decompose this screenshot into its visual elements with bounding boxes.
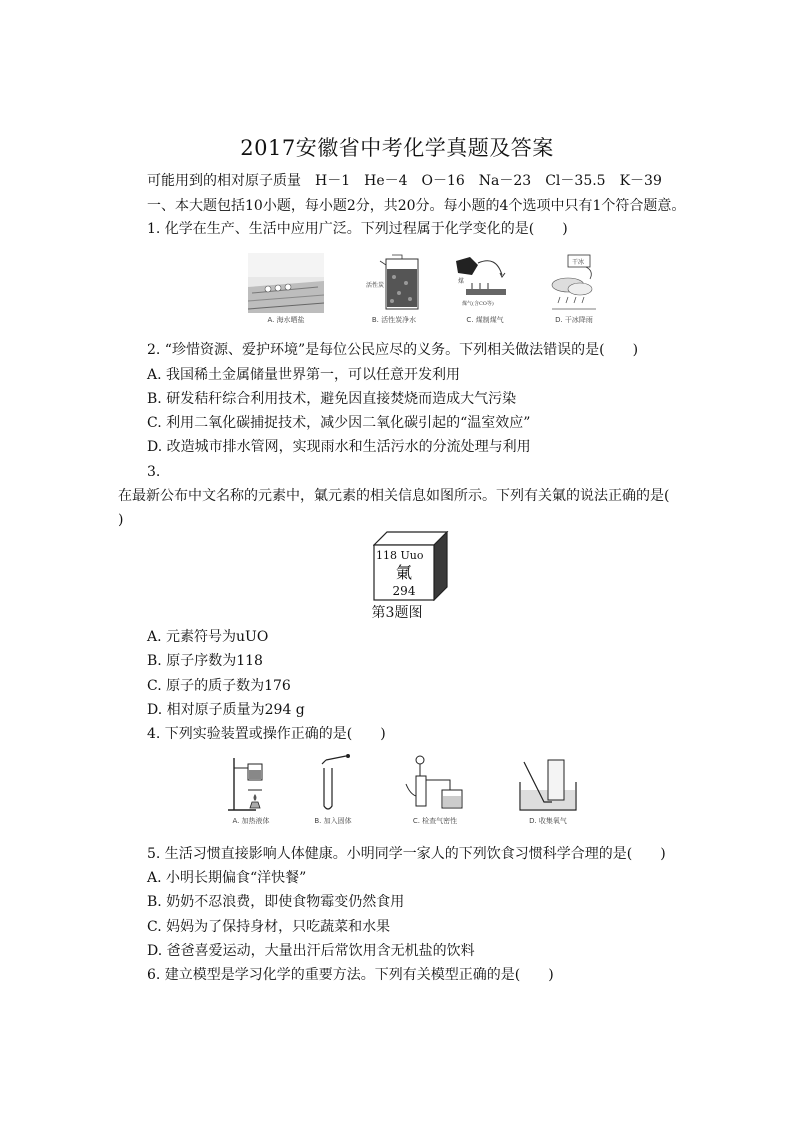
figure-4d <box>518 754 578 826</box>
element-name: 氭 <box>395 563 413 582</box>
figure-1c <box>452 253 518 325</box>
figure-1d-caption: D. 干冰降雨 <box>555 316 593 324</box>
question-5-stem: 5. 生活习惯直接影响人体健康。小明同学一家人的下列饮食习惯科学合理的是( ) <box>147 846 666 862</box>
question-3-option-b: B. 原子序数为118 <box>147 653 263 669</box>
figure-1a-caption: A. 海水晒盐 <box>267 316 305 324</box>
figure-1a <box>248 253 324 325</box>
figure-1b-caption: B. 活性炭净水 <box>371 316 417 324</box>
question-6-stem: 6. 建立模型是学习化学的重要方法。下列有关模型正确的是( ) <box>147 967 554 983</box>
question-3-number: 3. <box>147 464 161 480</box>
figure-1d <box>546 253 602 325</box>
gas-label: 煤气(含CO等) <box>462 301 494 307</box>
element-cube <box>373 531 449 601</box>
figure-4c <box>400 754 470 826</box>
question-2-stem: 2. “珍惜资源、爱护环境”是每位公民应尽的义务。下列相关做法错误的是( ) <box>147 342 639 358</box>
filter-label: 活性炭 <box>366 282 385 289</box>
dry-ice-rain-image <box>546 253 602 313</box>
figure-1b <box>364 253 424 325</box>
question-4-figures <box>226 754 606 826</box>
question-3-figure-caption: 第3题图 <box>371 605 423 621</box>
question-4-stem: 4. 下列实验装置或操作正确的是( ) <box>147 726 386 742</box>
question-3-option-c: C. 原子的质子数为176 <box>147 678 291 694</box>
question-3-stem-line1: 在最新公布中文名称的元素中，氭元素的相关信息如图所示。下列有关氭的说法正确的是( <box>118 488 670 504</box>
figure-4a-caption: A. 加热液体 <box>232 817 270 825</box>
question-2-option-b: B. 研发秸秆综合利用技术，避免因直接焚烧而造成大气污染 <box>147 391 517 407</box>
collect-oxygen-image <box>518 754 578 814</box>
question-1-stem: 1. 化学在生产、生活中应用广泛。下列过程属于化学变化的是( ) <box>147 221 568 237</box>
coal-gas-image <box>452 253 518 313</box>
dry-ice-label: 干冰 <box>572 259 585 266</box>
salt-pan-image <box>248 253 324 313</box>
question-3-option-d: D. 相对原子质量为294 g <box>147 702 305 718</box>
question-2-option-d: D. 改造城市排水管网，实现雨水和生活污水的分流处理与利用 <box>147 439 531 455</box>
figure-4c-caption: C. 检查气密性 <box>412 817 458 825</box>
question-3-option-a: A. 元素符号为uUO <box>147 629 269 645</box>
carbon-filter-image <box>364 253 424 313</box>
question-5-option-d: D. 爸爸喜爱运动，大量出汗后常饮用含无机盐的饮料 <box>147 943 475 959</box>
figure-1c-caption: C. 煤制煤气 <box>466 316 504 324</box>
question-2-option-c: C. 利用二氧化碳捕捉技术，减少因二氧化碳引起的“温室效应” <box>147 415 531 431</box>
element-mass: 294 <box>392 584 416 598</box>
question-2-option-a: A. 我国稀土金属储量世界第一，可以任意开发利用 <box>147 367 461 383</box>
question-1-figures <box>248 253 630 325</box>
airtightness-check-image <box>400 754 470 814</box>
coal-label: 煤 <box>458 278 465 285</box>
atomic-masses-note: 可能用到的相对原子质量 H－1 He－4 O－16 Na－23 Cl－35.5 K－39 <box>147 173 662 189</box>
heat-liquid-image <box>226 754 276 814</box>
section-heading: 一、本大题包括10小题，每小题2分，共20分。每小题的4个选项中只有1个符合题意。 <box>147 198 686 214</box>
question-5-option-a: A. 小明长期偏食“洋快餐” <box>147 870 307 886</box>
question-5-option-b: B. 奶奶不忍浪费，即使食物霉变仍然食用 <box>147 894 405 910</box>
element-tile <box>373 531 449 605</box>
question-5-option-c: C. 妈妈为了保持身材，只吃蔬菜和水果 <box>147 919 391 935</box>
question-3-stem-line2: ) <box>118 512 124 528</box>
figure-4b <box>310 754 356 826</box>
add-solid-image <box>310 754 356 814</box>
figure-4b-caption: B. 加入固体 <box>314 817 352 825</box>
page-title: 2017安徽省中考化学真题及答案 <box>240 136 554 160</box>
element-number-symbol: 118 Uuo <box>376 549 424 562</box>
figure-4d-caption: D. 收集氧气 <box>529 817 567 825</box>
figure-4a <box>226 754 276 826</box>
